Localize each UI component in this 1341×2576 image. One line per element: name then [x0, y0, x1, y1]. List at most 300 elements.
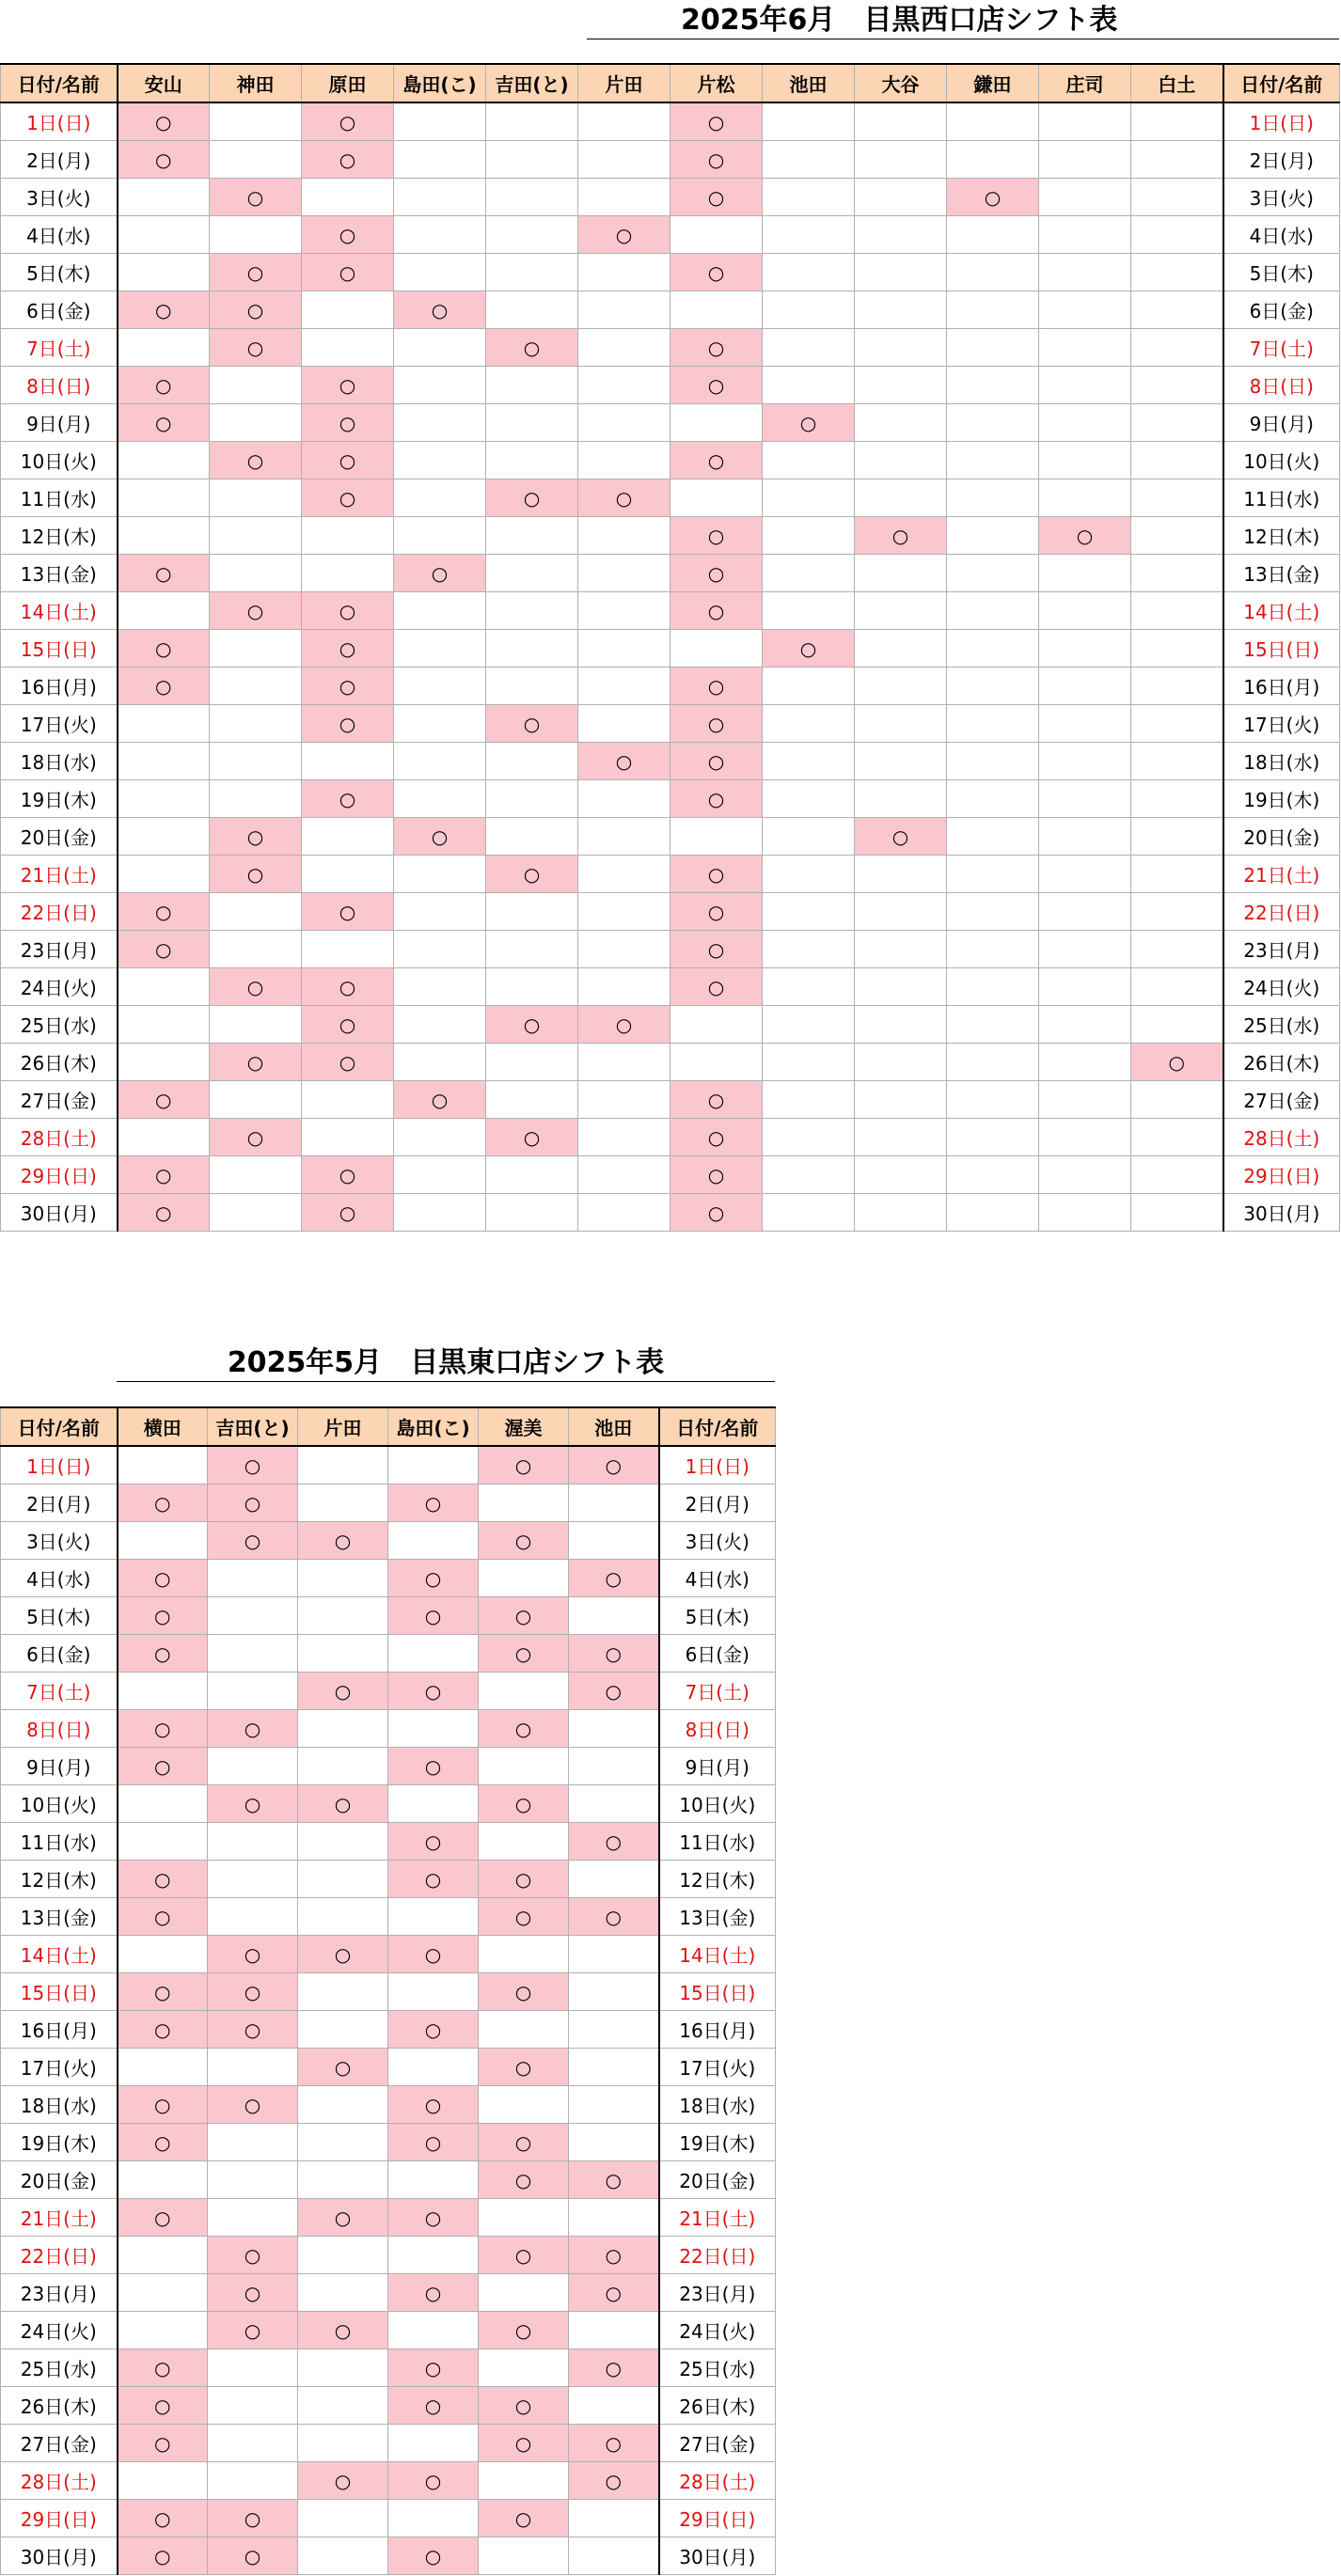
shift-cell-empty[interactable] [1131, 780, 1223, 818]
shift-cell-empty[interactable] [855, 367, 947, 404]
shift-cell-empty[interactable] [578, 630, 670, 668]
shift-cell-empty[interactable] [302, 856, 394, 893]
shift-cell-empty[interactable] [578, 856, 670, 893]
shift-cell-empty[interactable] [118, 2462, 208, 2500]
shift-cell-empty[interactable] [479, 1560, 569, 1597]
shift-cell-empty[interactable] [394, 893, 486, 931]
shift-cell-empty[interactable] [947, 780, 1039, 818]
shift-cell-empty[interactable] [569, 1785, 659, 1823]
shift-cell-assigned[interactable] [302, 1044, 394, 1081]
shift-cell-empty[interactable] [1039, 968, 1131, 1006]
shift-cell-empty[interactable] [1131, 555, 1223, 592]
shift-cell-empty[interactable] [210, 893, 302, 931]
shift-cell-empty[interactable] [947, 141, 1039, 179]
shift-cell-empty[interactable] [1131, 254, 1223, 291]
shift-cell-assigned[interactable] [302, 141, 394, 179]
shift-cell-assigned[interactable] [569, 1560, 659, 1597]
shift-cell-empty[interactable] [298, 1973, 388, 2011]
shift-cell-empty[interactable] [670, 291, 763, 329]
shift-cell-assigned[interactable] [388, 2387, 479, 2425]
shift-cell-empty[interactable] [118, 2312, 208, 2349]
shift-cell-empty[interactable] [1131, 179, 1223, 216]
shift-cell-assigned[interactable] [298, 1936, 388, 1973]
shift-cell-empty[interactable] [208, 2124, 298, 2161]
shift-cell-empty[interactable] [1131, 856, 1223, 893]
shift-cell-assigned[interactable] [569, 1635, 659, 1673]
shift-cell-empty[interactable] [302, 291, 394, 329]
shift-cell-assigned[interactable] [302, 102, 394, 141]
shift-cell-assigned[interactable] [298, 2199, 388, 2237]
shift-cell-assigned[interactable] [118, 1597, 208, 1635]
shift-cell-empty[interactable] [486, 592, 578, 630]
shift-cell-empty[interactable] [118, 780, 210, 818]
shift-cell-assigned[interactable] [208, 1785, 298, 1823]
shift-cell-assigned[interactable] [302, 254, 394, 291]
shift-cell-empty[interactable] [210, 216, 302, 254]
shift-cell-assigned[interactable] [479, 1973, 569, 2011]
shift-cell-empty[interactable] [578, 517, 670, 555]
shift-cell-empty[interactable] [486, 630, 578, 668]
shift-cell-empty[interactable] [578, 1156, 670, 1194]
shift-cell-empty[interactable] [947, 1006, 1039, 1044]
shift-cell-empty[interactable] [569, 1522, 659, 1560]
shift-cell-assigned[interactable] [855, 818, 947, 856]
shift-cell-empty[interactable] [394, 479, 486, 517]
shift-cell-empty[interactable] [1039, 856, 1131, 893]
shift-cell-empty[interactable] [947, 442, 1039, 479]
shift-cell-empty[interactable] [302, 555, 394, 592]
shift-cell-assigned[interactable] [388, 1673, 479, 1710]
shift-cell-empty[interactable] [210, 1156, 302, 1194]
shift-cell-empty[interactable] [569, 2312, 659, 2349]
shift-cell-empty[interactable] [855, 404, 947, 442]
shift-cell-empty[interactable] [210, 555, 302, 592]
shift-cell-assigned[interactable] [394, 291, 486, 329]
shift-cell-empty[interactable] [578, 818, 670, 856]
shift-cell-empty[interactable] [118, 592, 210, 630]
shift-cell-empty[interactable] [298, 1484, 388, 1522]
shift-cell-assigned[interactable] [479, 1785, 569, 1823]
shift-cell-empty[interactable] [118, 1823, 208, 1861]
shift-cell-empty[interactable] [947, 1156, 1039, 1194]
shift-cell-empty[interactable] [388, 1785, 479, 1823]
shift-cell-assigned[interactable] [210, 1119, 302, 1156]
shift-cell-empty[interactable] [569, 2049, 659, 2086]
shift-cell-assigned[interactable] [388, 1936, 479, 1973]
shift-cell-assigned[interactable] [388, 1560, 479, 1597]
shift-cell-empty[interactable] [578, 329, 670, 367]
shift-cell-empty[interactable] [118, 329, 210, 367]
shift-cell-empty[interactable] [298, 2086, 388, 2124]
shift-cell-empty[interactable] [578, 1044, 670, 1081]
shift-cell-assigned[interactable] [208, 1973, 298, 2011]
shift-cell-empty[interactable] [1131, 818, 1223, 856]
shift-cell-empty[interactable] [1131, 442, 1223, 479]
shift-cell-empty[interactable] [388, 1635, 479, 1673]
shift-cell-assigned[interactable] [118, 1710, 208, 1748]
shift-cell-assigned[interactable] [302, 1006, 394, 1044]
shift-cell-assigned[interactable] [388, 1823, 479, 1861]
shift-cell-empty[interactable] [855, 630, 947, 668]
shift-cell-assigned[interactable] [118, 893, 210, 931]
shift-cell-empty[interactable] [1131, 668, 1223, 705]
shift-cell-empty[interactable] [947, 367, 1039, 404]
shift-cell-empty[interactable] [578, 968, 670, 1006]
shift-cell-empty[interactable] [118, 179, 210, 216]
shift-cell-empty[interactable] [486, 780, 578, 818]
shift-cell-empty[interactable] [479, 1748, 569, 1785]
shift-cell-assigned[interactable] [208, 1936, 298, 1973]
shift-cell-assigned[interactable] [479, 1522, 569, 1560]
shift-cell-empty[interactable] [118, 1446, 208, 1484]
shift-cell-assigned[interactable] [670, 102, 763, 141]
shift-cell-empty[interactable] [947, 102, 1039, 141]
shift-cell-empty[interactable] [479, 2274, 569, 2312]
shift-cell-empty[interactable] [210, 404, 302, 442]
shift-cell-empty[interactable] [855, 893, 947, 931]
shift-cell-empty[interactable] [578, 179, 670, 216]
shift-cell-empty[interactable] [394, 367, 486, 404]
shift-cell-empty[interactable] [298, 2237, 388, 2274]
shift-cell-empty[interactable] [479, 2349, 569, 2387]
shift-cell-empty[interactable] [118, 517, 210, 555]
shift-cell-assigned[interactable] [486, 705, 578, 743]
shift-cell-empty[interactable] [118, 1673, 208, 1710]
shift-cell-empty[interactable] [479, 2011, 569, 2049]
shift-cell-empty[interactable] [855, 1081, 947, 1119]
shift-cell-empty[interactable] [578, 931, 670, 968]
shift-cell-empty[interactable] [947, 856, 1039, 893]
shift-cell-empty[interactable] [210, 780, 302, 818]
shift-cell-assigned[interactable] [388, 2011, 479, 2049]
shift-cell-assigned[interactable] [302, 893, 394, 931]
shift-cell-empty[interactable] [1131, 1194, 1223, 1232]
shift-cell-empty[interactable] [1131, 630, 1223, 668]
shift-cell-empty[interactable] [1039, 1006, 1131, 1044]
shift-cell-assigned[interactable] [208, 1484, 298, 1522]
shift-cell-empty[interactable] [486, 555, 578, 592]
shift-cell-empty[interactable] [210, 1006, 302, 1044]
shift-cell-assigned[interactable] [118, 367, 210, 404]
shift-cell-empty[interactable] [208, 2049, 298, 2086]
shift-cell-assigned[interactable] [210, 592, 302, 630]
shift-cell-assigned[interactable] [118, 2086, 208, 2124]
shift-cell-assigned[interactable] [855, 517, 947, 555]
shift-cell-empty[interactable] [1039, 1081, 1131, 1119]
shift-cell-assigned[interactable] [302, 404, 394, 442]
shift-cell-empty[interactable] [1131, 367, 1223, 404]
shift-cell-empty[interactable] [947, 1044, 1039, 1081]
shift-cell-empty[interactable] [1131, 1156, 1223, 1194]
shift-cell-empty[interactable] [210, 630, 302, 668]
shift-cell-empty[interactable] [486, 968, 578, 1006]
shift-cell-assigned[interactable] [302, 968, 394, 1006]
shift-cell-empty[interactable] [855, 442, 947, 479]
shift-cell-empty[interactable] [118, 2274, 208, 2312]
shift-cell-assigned[interactable] [388, 1861, 479, 1898]
shift-cell-empty[interactable] [947, 818, 1039, 856]
shift-cell-assigned[interactable] [486, 1006, 578, 1044]
shift-cell-empty[interactable] [578, 291, 670, 329]
shift-cell-empty[interactable] [394, 442, 486, 479]
shift-cell-assigned[interactable] [118, 1898, 208, 1936]
shift-cell-empty[interactable] [947, 404, 1039, 442]
shift-cell-empty[interactable] [569, 2500, 659, 2537]
shift-cell-empty[interactable] [210, 705, 302, 743]
shift-cell-empty[interactable] [855, 780, 947, 818]
shift-cell-empty[interactable] [486, 931, 578, 968]
shift-cell-empty[interactable] [210, 102, 302, 141]
shift-cell-empty[interactable] [569, 2124, 659, 2161]
shift-cell-assigned[interactable] [118, 291, 210, 329]
shift-cell-empty[interactable] [208, 2425, 298, 2462]
shift-cell-assigned[interactable] [670, 705, 763, 743]
shift-cell-assigned[interactable] [486, 329, 578, 367]
shift-cell-empty[interactable] [578, 1081, 670, 1119]
shift-cell-empty[interactable] [763, 442, 855, 479]
shift-cell-empty[interactable] [1039, 102, 1131, 141]
shift-cell-assigned[interactable] [118, 1635, 208, 1673]
shift-cell-empty[interactable] [302, 818, 394, 856]
shift-cell-assigned[interactable] [486, 479, 578, 517]
shift-cell-assigned[interactable] [208, 2537, 298, 2575]
shift-cell-empty[interactable] [1039, 818, 1131, 856]
shift-cell-empty[interactable] [763, 1119, 855, 1156]
shift-cell-empty[interactable] [947, 1081, 1039, 1119]
shift-cell-assigned[interactable] [208, 2312, 298, 2349]
shift-cell-assigned[interactable] [479, 2312, 569, 2349]
shift-cell-empty[interactable] [208, 1748, 298, 1785]
shift-cell-empty[interactable] [1039, 1119, 1131, 1156]
shift-cell-empty[interactable] [388, 1446, 479, 1484]
shift-cell-empty[interactable] [298, 2011, 388, 2049]
shift-cell-empty[interactable] [118, 479, 210, 517]
shift-cell-assigned[interactable] [302, 216, 394, 254]
shift-cell-empty[interactable] [670, 1006, 763, 1044]
shift-cell-empty[interactable] [118, 705, 210, 743]
shift-cell-empty[interactable] [578, 668, 670, 705]
shift-cell-empty[interactable] [298, 2274, 388, 2312]
shift-cell-empty[interactable] [1131, 404, 1223, 442]
shift-cell-empty[interactable] [479, 2199, 569, 2237]
shift-cell-empty[interactable] [569, 1973, 659, 2011]
shift-cell-assigned[interactable] [394, 818, 486, 856]
shift-cell-assigned[interactable] [569, 2425, 659, 2462]
shift-cell-assigned[interactable] [118, 2537, 208, 2575]
shift-cell-empty[interactable] [479, 2462, 569, 2500]
shift-cell-empty[interactable] [1131, 1119, 1223, 1156]
shift-cell-empty[interactable] [855, 1156, 947, 1194]
shift-cell-empty[interactable] [208, 1560, 298, 1597]
shift-cell-empty[interactable] [302, 931, 394, 968]
shift-cell-assigned[interactable] [388, 2462, 479, 2500]
shift-cell-assigned[interactable] [578, 743, 670, 780]
shift-cell-assigned[interactable] [670, 442, 763, 479]
shift-cell-assigned[interactable] [118, 1748, 208, 1785]
shift-cell-empty[interactable] [855, 1119, 947, 1156]
shift-cell-empty[interactable] [763, 555, 855, 592]
shift-cell-assigned[interactable] [670, 931, 763, 968]
shift-cell-assigned[interactable] [208, 1710, 298, 1748]
shift-cell-empty[interactable] [763, 743, 855, 780]
shift-cell-empty[interactable] [388, 1522, 479, 1560]
shift-cell-empty[interactable] [394, 329, 486, 367]
shift-cell-empty[interactable] [479, 1484, 569, 1522]
shift-cell-assigned[interactable] [388, 2349, 479, 2387]
shift-cell-empty[interactable] [578, 1194, 670, 1232]
shift-cell-empty[interactable] [763, 517, 855, 555]
shift-cell-empty[interactable] [855, 141, 947, 179]
shift-cell-empty[interactable] [763, 931, 855, 968]
shift-cell-empty[interactable] [763, 893, 855, 931]
shift-cell-assigned[interactable] [118, 668, 210, 705]
shift-cell-empty[interactable] [1039, 479, 1131, 517]
shift-cell-assigned[interactable] [569, 2274, 659, 2312]
shift-cell-empty[interactable] [394, 517, 486, 555]
shift-cell-empty[interactable] [763, 216, 855, 254]
shift-cell-empty[interactable] [1131, 102, 1223, 141]
shift-cell-empty[interactable] [569, 2387, 659, 2425]
shift-cell-empty[interactable] [1039, 630, 1131, 668]
shift-cell-assigned[interactable] [479, 2500, 569, 2537]
shift-cell-empty[interactable] [1039, 291, 1131, 329]
shift-cell-empty[interactable] [1039, 404, 1131, 442]
shift-cell-empty[interactable] [394, 404, 486, 442]
shift-cell-empty[interactable] [486, 367, 578, 404]
shift-cell-assigned[interactable] [670, 329, 763, 367]
shift-cell-empty[interactable] [394, 179, 486, 216]
shift-cell-empty[interactable] [763, 479, 855, 517]
shift-cell-assigned[interactable] [388, 2124, 479, 2161]
shift-cell-assigned[interactable] [210, 856, 302, 893]
shift-cell-empty[interactable] [569, 1748, 659, 1785]
shift-cell-assigned[interactable] [388, 1597, 479, 1635]
shift-cell-empty[interactable] [670, 630, 763, 668]
shift-cell-empty[interactable] [298, 2500, 388, 2537]
shift-cell-assigned[interactable] [670, 780, 763, 818]
shift-cell-assigned[interactable] [302, 1156, 394, 1194]
shift-cell-empty[interactable] [118, 1119, 210, 1156]
shift-cell-empty[interactable] [394, 1156, 486, 1194]
shift-cell-assigned[interactable] [670, 254, 763, 291]
shift-cell-assigned[interactable] [210, 291, 302, 329]
shift-cell-assigned[interactable] [388, 2537, 479, 2575]
shift-cell-assigned[interactable] [388, 1484, 479, 1522]
shift-cell-assigned[interactable] [118, 555, 210, 592]
shift-cell-empty[interactable] [855, 555, 947, 592]
shift-cell-empty[interactable] [298, 1823, 388, 1861]
shift-cell-empty[interactable] [763, 705, 855, 743]
shift-cell-empty[interactable] [486, 102, 578, 141]
shift-cell-assigned[interactable] [210, 442, 302, 479]
shift-cell-assigned[interactable] [210, 254, 302, 291]
shift-cell-assigned[interactable] [479, 1710, 569, 1748]
shift-cell-assigned[interactable] [208, 2274, 298, 2312]
shift-cell-empty[interactable] [118, 1785, 208, 1823]
shift-cell-empty[interactable] [210, 517, 302, 555]
shift-cell-empty[interactable] [479, 2537, 569, 2575]
shift-cell-empty[interactable] [578, 705, 670, 743]
shift-cell-empty[interactable] [1039, 592, 1131, 630]
shift-cell-empty[interactable] [394, 216, 486, 254]
shift-cell-empty[interactable] [763, 1194, 855, 1232]
shift-cell-empty[interactable] [569, 2011, 659, 2049]
shift-cell-empty[interactable] [1039, 216, 1131, 254]
shift-cell-empty[interactable] [1131, 479, 1223, 517]
shift-cell-empty[interactable] [388, 2049, 479, 2086]
shift-cell-empty[interactable] [208, 2387, 298, 2425]
shift-cell-empty[interactable] [578, 1119, 670, 1156]
shift-cell-assigned[interactable] [670, 555, 763, 592]
shift-cell-empty[interactable] [578, 780, 670, 818]
shift-cell-empty[interactable] [763, 1006, 855, 1044]
shift-cell-empty[interactable] [763, 668, 855, 705]
shift-cell-empty[interactable] [118, 216, 210, 254]
shift-cell-empty[interactable] [1039, 329, 1131, 367]
shift-cell-assigned[interactable] [569, 1898, 659, 1936]
shift-cell-assigned[interactable] [394, 1081, 486, 1119]
shift-cell-empty[interactable] [298, 1748, 388, 1785]
shift-cell-empty[interactable] [394, 102, 486, 141]
shift-cell-empty[interactable] [578, 555, 670, 592]
shift-cell-empty[interactable] [763, 254, 855, 291]
shift-cell-empty[interactable] [394, 1006, 486, 1044]
shift-cell-empty[interactable] [118, 2161, 208, 2199]
shift-cell-empty[interactable] [208, 2199, 298, 2237]
shift-cell-empty[interactable] [388, 2425, 479, 2462]
shift-cell-empty[interactable] [1131, 893, 1223, 931]
shift-cell-empty[interactable] [479, 1823, 569, 1861]
shift-cell-empty[interactable] [388, 1710, 479, 1748]
shift-cell-empty[interactable] [388, 1898, 479, 1936]
shift-cell-assigned[interactable] [479, 2387, 569, 2425]
shift-cell-empty[interactable] [569, 1484, 659, 1522]
shift-cell-assigned[interactable] [302, 479, 394, 517]
shift-cell-empty[interactable] [298, 2124, 388, 2161]
shift-cell-empty[interactable] [763, 856, 855, 893]
shift-cell-assigned[interactable] [118, 102, 210, 141]
shift-cell-empty[interactable] [210, 1081, 302, 1119]
shift-cell-assigned[interactable] [298, 2312, 388, 2349]
shift-cell-empty[interactable] [118, 743, 210, 780]
shift-cell-empty[interactable] [670, 479, 763, 517]
shift-cell-assigned[interactable] [763, 404, 855, 442]
shift-cell-empty[interactable] [1131, 743, 1223, 780]
shift-cell-empty[interactable] [947, 479, 1039, 517]
shift-cell-empty[interactable] [486, 1044, 578, 1081]
shift-cell-empty[interactable] [479, 1673, 569, 1710]
shift-cell-empty[interactable] [947, 1119, 1039, 1156]
shift-cell-empty[interactable] [763, 592, 855, 630]
shift-cell-assigned[interactable] [208, 2237, 298, 2274]
shift-cell-empty[interactable] [210, 367, 302, 404]
shift-cell-assigned[interactable] [298, 1522, 388, 1560]
shift-cell-assigned[interactable] [210, 818, 302, 856]
shift-cell-empty[interactable] [388, 2500, 479, 2537]
shift-cell-empty[interactable] [394, 856, 486, 893]
shift-cell-empty[interactable] [298, 1861, 388, 1898]
shift-cell-empty[interactable] [855, 102, 947, 141]
shift-cell-empty[interactable] [569, 1861, 659, 1898]
shift-cell-empty[interactable] [210, 668, 302, 705]
shift-cell-empty[interactable] [479, 2086, 569, 2124]
shift-cell-assigned[interactable] [479, 1898, 569, 1936]
shift-cell-assigned[interactable] [670, 668, 763, 705]
shift-cell-assigned[interactable] [569, 1446, 659, 1484]
shift-cell-assigned[interactable] [479, 1635, 569, 1673]
shift-cell-empty[interactable] [210, 1194, 302, 1232]
shift-cell-assigned[interactable] [118, 2011, 208, 2049]
